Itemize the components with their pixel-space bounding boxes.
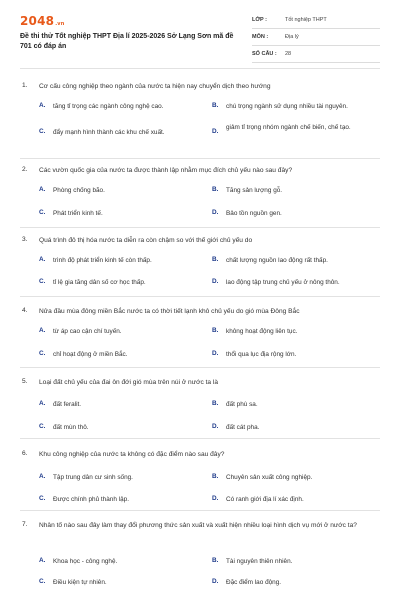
option-letter: D.	[212, 350, 219, 357]
page-title: Đề thi thử Tốt nghiệp THPT Địa lí 2025-2026 Sở Lạng Sơn mã đề 701 có đáp án	[20, 33, 234, 50]
option-text: Điều kiện tự nhiên.	[53, 579, 107, 586]
option-text: chỉ hoạt động ở miền Bắc.	[53, 351, 128, 358]
option-text: tăng tỉ trọng các ngành công nghệ cao.	[53, 103, 164, 110]
question-4	[20, 307, 380, 363]
option-text: chất lượng nguồn lao động rất thấp.	[226, 257, 328, 264]
option-letter: C.	[39, 128, 46, 135]
exam-meta-table	[252, 12, 380, 63]
option-letter: C.	[39, 209, 46, 216]
question-divider	[20, 227, 380, 228]
document-header	[0, 0, 400, 66]
option-letter: D.	[212, 578, 219, 585]
option-letter: B.	[212, 400, 219, 407]
question-text: Nhân tố nào sau đây làm thay đổi phương thức sản xuất và xuất hiện nhiều loại hình dịch vụ mới ở nước ta?	[39, 522, 357, 529]
header-divider	[20, 68, 380, 69]
question-number: 5.	[22, 378, 28, 385]
site-logo[interactable]	[20, 14, 65, 28]
option-text: đất phù sa.	[226, 401, 258, 408]
option-text: Khoa học - công nghệ.	[53, 558, 118, 565]
logo-tld: .vn	[55, 21, 65, 27]
option-letter: A.	[39, 186, 46, 193]
question-text: Cơ cấu công nghiệp theo ngành của nước ta hiện nay chuyển dịch theo hướng	[39, 83, 271, 90]
option-text: Được chính phủ thành lập.	[53, 496, 129, 503]
option-letter: C.	[39, 350, 46, 357]
option-letter: A.	[39, 400, 46, 407]
meta-row-class	[252, 12, 380, 29]
question-divider	[20, 158, 380, 159]
option-text: chú trọng ngành sử dụng nhiều tài nguyên.	[226, 103, 348, 110]
option-letter: B.	[212, 473, 219, 480]
question-number: 1.	[22, 82, 28, 89]
option-text: Tập trung dân cư sinh sống.	[53, 474, 133, 481]
logo-text: 2048	[20, 14, 55, 28]
option-text: không hoạt động liên tục.	[226, 328, 298, 335]
question-5	[20, 378, 380, 434]
option-letter: B.	[212, 186, 219, 193]
option-letter: A.	[39, 327, 46, 334]
option-text: Bảo tồn nguồn gen.	[226, 210, 282, 217]
question-3	[20, 236, 380, 292]
option-text: Phòng chống bão.	[53, 187, 105, 194]
option-text: giảm tỉ trọng nhóm ngành chế biến, chế tạo.	[226, 124, 351, 131]
option-letter: B.	[212, 557, 219, 564]
meta-value: 28	[285, 51, 292, 57]
option-letter: B.	[212, 327, 219, 334]
question-number: 7.	[22, 521, 28, 528]
meta-value: Địa lý	[285, 34, 299, 40]
question-2	[20, 166, 380, 222]
option-letter: B.	[212, 102, 219, 109]
option-letter: A.	[39, 473, 46, 480]
option-text: Tăng sản lượng gỗ.	[226, 187, 283, 194]
option-letter: C.	[39, 278, 46, 285]
option-text: Chuyên sản xuất công nghiệp.	[226, 474, 313, 481]
option-letter: C.	[39, 578, 46, 585]
question-text: Nửa đầu mùa đông miền Bắc nước ta có thời tiết lạnh khô chủ yếu do gió mùa Đông Bắc	[39, 308, 300, 315]
question-number: 4.	[22, 307, 28, 314]
option-letter: D.	[212, 495, 219, 502]
option-text: đất feralit.	[53, 401, 82, 408]
question-number: 2.	[22, 166, 28, 173]
option-text: Phát triển kinh tế.	[53, 210, 103, 217]
question-text: Các vườn quốc gia của nước ta được thành lập nhằm mục đích chủ yếu nào sau đây?	[39, 167, 293, 174]
option-letter: C.	[39, 495, 46, 502]
option-text: từ áp cao cận chí tuyến.	[53, 328, 122, 335]
option-text: tỉ lệ gia tăng dân số cơ học thấp.	[53, 279, 146, 286]
question-text: Khu công nghiệp của nước ta không có đặc điểm nào sau đây?	[39, 451, 225, 458]
option-letter: A.	[39, 102, 46, 109]
meta-row-subject	[252, 29, 380, 46]
option-text: đất mùn thô.	[53, 424, 89, 431]
question-divider	[20, 367, 380, 368]
question-divider	[20, 510, 380, 511]
option-letter: A.	[39, 256, 46, 263]
option-text: Có ranh giới địa lí xác định.	[226, 496, 304, 503]
option-text: trình độ phát triển kinh tế còn thấp.	[53, 257, 152, 264]
option-text: lao động tập trung chủ yếu ở nông thôn.	[226, 279, 340, 286]
option-letter: D.	[212, 209, 219, 216]
question-6	[20, 450, 380, 506]
option-text: Đặc điểm lao động.	[226, 579, 282, 586]
question-7	[20, 521, 380, 591]
question-1	[20, 82, 380, 152]
meta-label: SỐ CÂU :	[252, 51, 277, 57]
option-letter: D.	[212, 128, 219, 135]
question-text: Quá trình đô thị hóa nước ta diễn ra còn chậm so với thế giới chủ yếu do	[39, 237, 253, 244]
meta-row-question-count	[252, 46, 380, 63]
option-letter: B.	[212, 256, 219, 263]
option-letter: D.	[212, 278, 219, 285]
meta-label: MÔN :	[252, 34, 269, 40]
option-text: đất cát pha.	[226, 424, 260, 431]
meta-value: Tốt nghiệp THPT	[285, 17, 327, 23]
question-divider	[20, 438, 380, 439]
meta-label: LỚP :	[252, 17, 267, 23]
option-letter: C.	[39, 423, 46, 430]
option-letter: D.	[212, 423, 219, 430]
question-number: 3.	[22, 236, 28, 243]
option-letter: A.	[39, 557, 46, 564]
option-text: thổi qua lục địa rộng lớn.	[226, 351, 297, 358]
option-text: đẩy mạnh hình thành các khu chế xuất.	[53, 129, 165, 136]
question-divider	[20, 296, 380, 297]
question-number: 6.	[22, 450, 28, 457]
question-text: Loại đất chủ yếu của đai ôn đới gió mùa trên núi ở nước ta là	[39, 379, 219, 386]
option-text: Tài nguyên thiên nhiên.	[226, 558, 293, 565]
